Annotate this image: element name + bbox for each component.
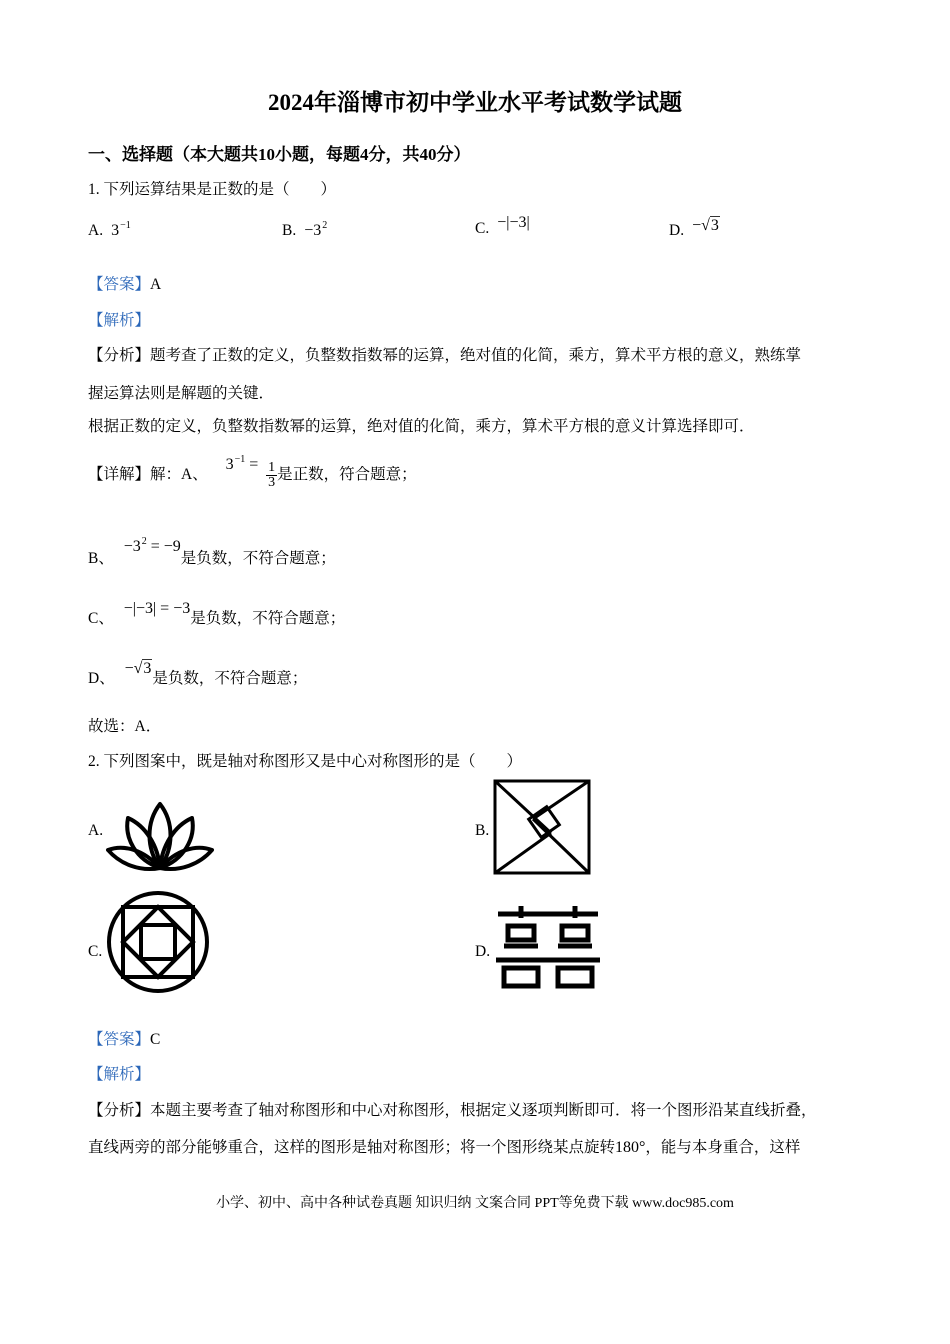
q1-detail-a: 【详解】解：A、 $3^{-1}$ = $\frac{1}{3}$ 是正数，符合题意； [88,454,417,490]
q2-option-a-label: A. [88,822,104,839]
q1-option-d [669,217,720,240]
q1-choose: 故选：A． [88,718,162,735]
q1-option-a [88,222,131,240]
q1-option-b [282,222,327,240]
pinwheel-square-figure [493,779,591,875]
q1-analysis-tag: 【解析】 [88,312,151,329]
q1-answer [88,272,161,294]
answer-tag: 【答案】 [88,1031,151,1048]
q2-stem: 2. 下列图案中，既是轴对称图形又是中心对称图形的是（ ） [88,753,523,770]
q1-detail-c: C、 −|−3| = −3是负数，不符合题意； [88,600,346,627]
page-title: 2024年淄博市初中学业水平考试数学试题 [268,90,682,115]
q2-option-c-label: C. [88,943,103,960]
lotus-figure [104,798,216,880]
q1-option-d-expr: −√3 [692,217,719,234]
q1-detail-b: B、 $-3^2 = -9$是负数，不符合题意； [88,536,336,567]
page-footer: 小学、初中、高中各种试卷真题 知识归纳 文案合同 PPT等免费下载 www.doc985.com [216,1196,734,1211]
q2-option-d-label: D. [475,943,491,960]
q1-fenxi-line2: 握运算法则是解题的关键． [88,385,275,402]
q1-option-c-expr: −|−3| [497,214,530,231]
answer-value: A [150,276,162,293]
q1-option-b-label: B. [282,222,297,239]
section-heading: 一、选择题（本大题共10小题，每题4分，共40分） [88,145,471,164]
q2-fenxi-line1: 【分析】本题主要考查了轴对称图形和中心对称图形，根据定义逐项判断即可．将一个图形沿某直线折叠， [88,1102,817,1119]
q2-answer [88,1027,160,1049]
fraction-one-third: $\frac{1}{3}$ [268,460,276,490]
circle-square-lattice-figure [104,890,212,994]
q1-option-c [475,214,530,238]
q1-option-c-label: C. [475,220,490,237]
q1-stem: 1. 下列运算结果是正数的是（ ） [88,181,337,198]
q1-option-d-label: D. [669,222,685,239]
q2-option-b-label: B. [475,822,490,839]
q1-option-a-expr: $3^{-1}$ [111,220,131,239]
q1-detail-d: D、 −√3是负数，不符合题意； [88,660,308,687]
q1-fenxi-line1: 【分析】题考查了正数的定义，负整数指数幂的运算，绝对值的化简，乘方，算术平方根的意义，熟练掌 [88,347,802,364]
q2-fenxi-line2: 直线两旁的部分能够重合，这样的图形是轴对称图形；将一个图形绕某点旋转180°，能与本身重合，这样 [88,1139,801,1156]
double-happiness-figure [494,904,602,990]
answer-tag: 【答案】 [88,276,151,293]
answer-value: C [150,1031,161,1048]
q1-option-a-label: A. [88,222,104,239]
q2-analysis-tag: 【解析】 [88,1066,151,1083]
q1-fenxi-line3: 根据正数的定义，负整数指数幂的运算，绝对值的化简，乘方，算术平方根的意义计算选择即可． [88,418,755,435]
q1-option-b-expr: $-3^2$ [304,220,328,239]
